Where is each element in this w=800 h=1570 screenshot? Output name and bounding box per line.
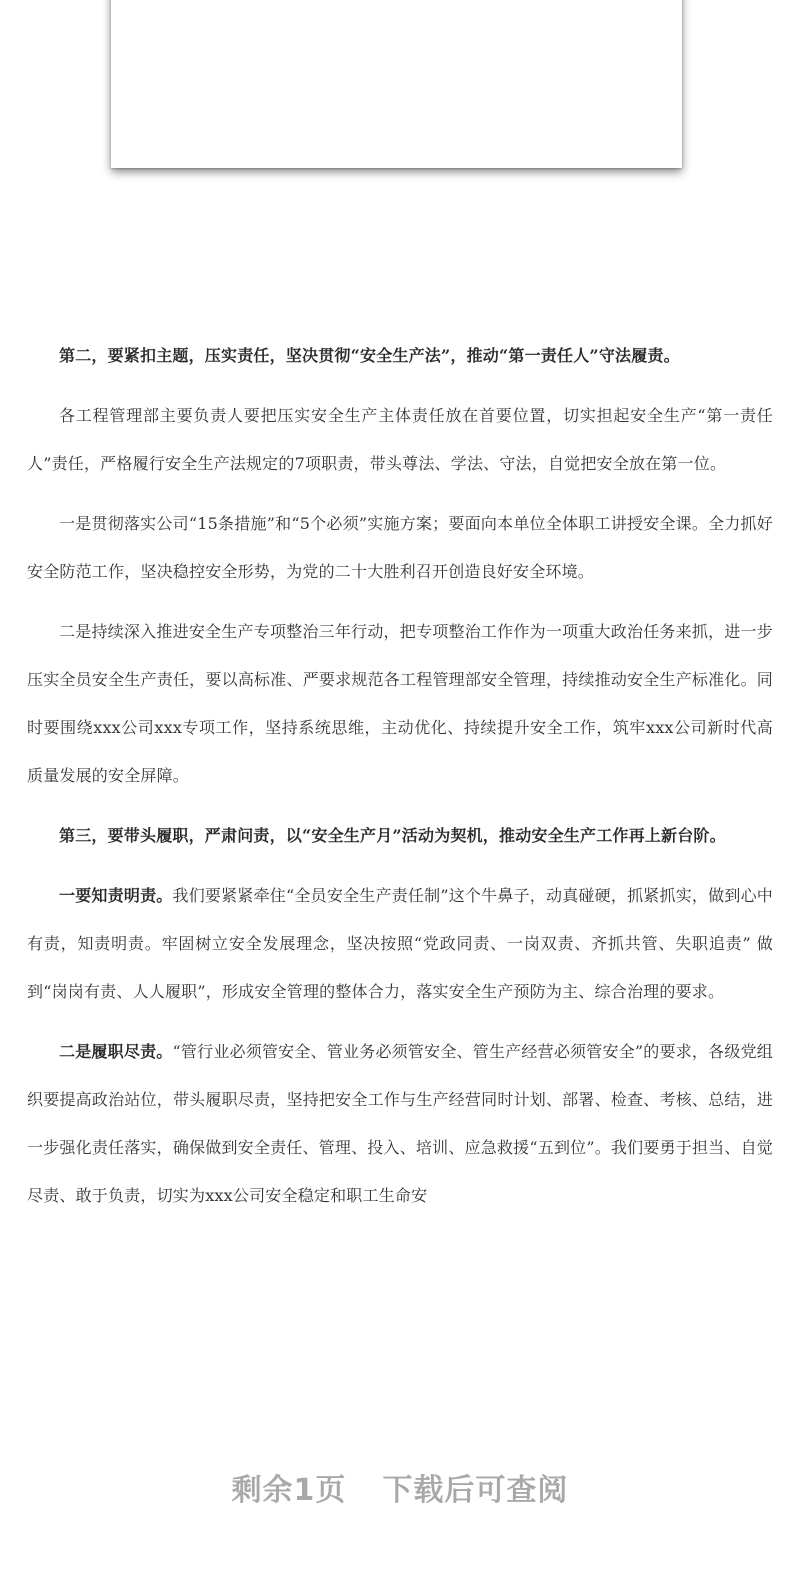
- section-heading-2: 第二，要紧扣主题，压实责任，坚决贯彻“安全生产法”，推动“第一责任人”守法履责。: [59, 346, 680, 365]
- section-heading-3: 第三，要带头履职，严肃问责，以“安全生产月”活动为契机，推动安全生产工作再上新台阶。: [59, 826, 726, 845]
- body-paragraph: 各工程管理部主要负责人要把压实安全生产主体责任放在首要位置，切实担起安全生产“第一责任人”责任，严格履行安全生产法规定的7项职责，带头尊法、学法、守法，自觉把安全放在第一位。: [27, 406, 773, 473]
- paragraph-text: “管行业必须管安全、管业务必须管安全、管生产经营必须管安全”的要求，各级党组织要提高政治站位，带头履职尽责，坚持把安全工作与生产经营同时计划、部署、检查、考核、总结，进一步强化责任落实，确保做到安全责任、管理、投入、培训、应急救援“五到位”。我们要勇于担当、自觉尽责、敢于负责，切实为xxx公司安全稳定和职工生命安: [27, 1042, 773, 1205]
- body-paragraph-with-lead: [27, 1028, 773, 1220]
- download-notice[interactable]: [0, 1465, 800, 1509]
- paragraph-lead: 二是履职尽责。: [59, 1042, 173, 1061]
- remaining-pages-label: 剩余1页: [231, 1473, 347, 1508]
- previous-page-preview: [111, 0, 682, 168]
- paragraph-text: 我们要紧紧牵住“全员安全生产责任制”这个牛鼻子，动真碰硬，抓紧抓实，做到心中有责，知责明责。牢固树立安全发展理念，坚决按照“党政同责、一岗双责、齐抓共管、失职追责” 做到“岗岗有责、人人履职”，形成安全管理的整体合力，落实安全生产预防为主、综合治理的要求。: [27, 886, 773, 1001]
- download-hint-label: 下载后可查阅: [382, 1473, 569, 1508]
- body-paragraph: 二是持续深入推进安全生产专项整治三年行动，把专项整治工作作为一项重大政治任务来抓，进一步压实全员安全生产责任，要以高标准、严要求规范各工程管理部安全管理，持续推动安全生产标准化。同时要围绕xxx公司xxx专项工作，坚持系统思维，主动优化、持续提升安全工作，筑牢xxx公司新时代高质量发展的安全屏障。: [27, 622, 773, 785]
- truncated-text-line: [151, 0, 642, 2]
- paragraph-lead: 一要知责明责。: [59, 886, 173, 905]
- document-body: [27, 332, 773, 1220]
- body-paragraph-with-lead: [27, 872, 773, 1016]
- body-paragraph: 一是贯彻落实公司“15条措施”和“5个必须”实施方案；要面向本单位全体职工讲授安全课。全力抓好安全防范工作，坚决稳控安全形势，为党的二十大胜利召开创造良好安全环境。: [27, 514, 773, 581]
